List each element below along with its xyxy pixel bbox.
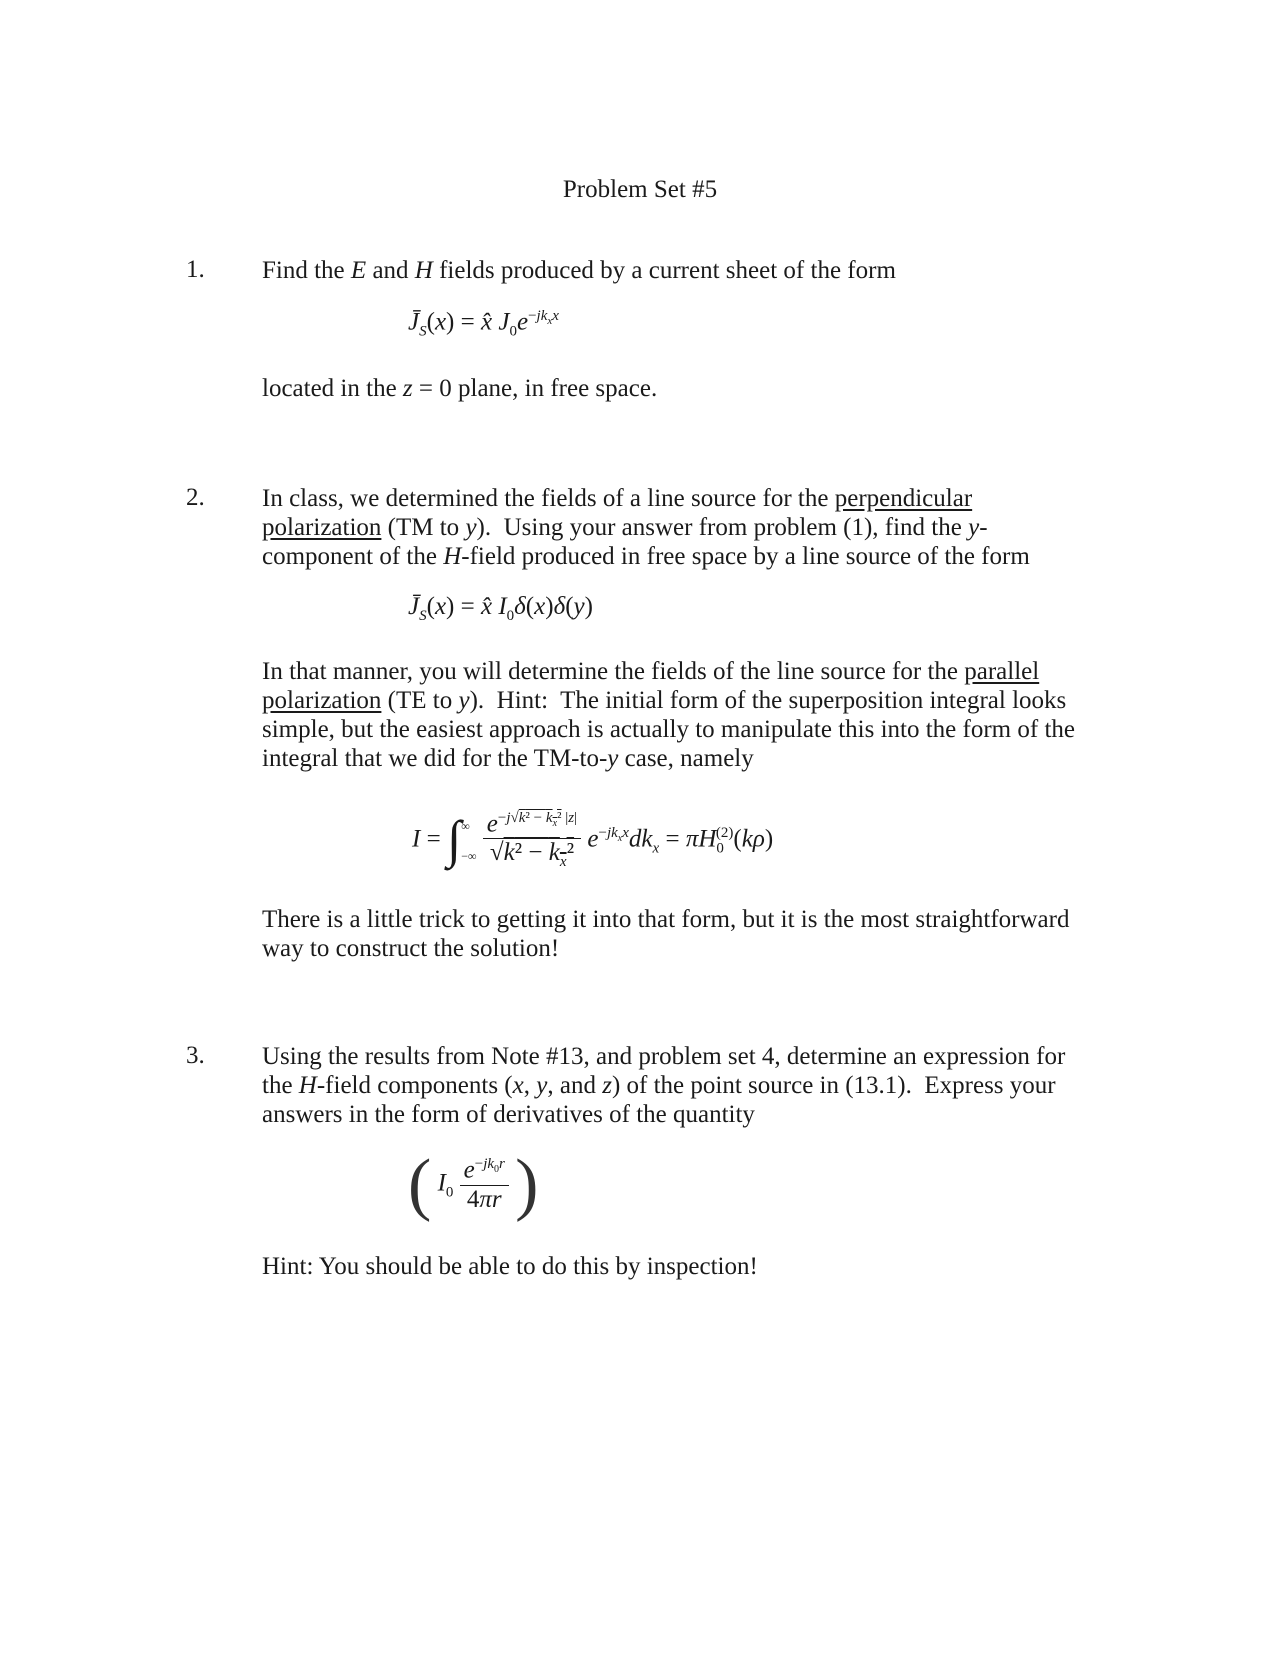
problem-1-number: 1. [186,256,205,283]
problem-3-para1 [262,1042,1082,1129]
problem-3-para1-line: Using the results from Note #13, and problem set 4, determine an expression for [262,1043,1066,1070]
page-title: Problem Set #5 [562,176,718,203]
problem-3-para1-line: the H-field components (x, y, and z) of the point source in (13.1). Express your [262,1072,1056,1099]
point-source-fraction: $\frac{e^{-jk_0r}}{4\pi r}$ [460,1156,509,1213]
problem-2-para3-line: way to construct the solution! [262,935,560,962]
problem-2-para2 [262,657,1082,773]
problem-3-equation: ( $I_0$ $\frac{e^{-jk_0r}}{4\pi r}$ ) [408,1146,539,1223]
problem-3-hint-line: Hint: You should be able to do this by inspection! [262,1253,758,1280]
problem-3-hint [262,1252,1082,1281]
problem-2-para2-line: integral that we did for the TM-to-y case, namely [262,745,754,772]
problem-2-para3 [262,905,1082,963]
problem-1-text [262,256,1082,285]
problem-1-line1: Find the E and H fields produced by a current sheet of the form [262,257,896,284]
problem-2-para1-line: In class, we determined the fields of a line source for the perpendicular [262,485,973,512]
problem-2-para2-line: polarization (TE to y). Hint: The initial form of the superposition integral looks [262,687,1067,714]
problem-1-line2: located in the z = 0 plane, in free space. [262,375,658,402]
problem-2-para2-line: In that manner, you will determine the fields of the line source for the parallel [262,658,1040,685]
problem-3-para1-line: answers in the form of derivatives of the quantity [262,1101,755,1128]
problem-1-equation: $J̄_S(x)$ = x̂ $J_0e^{-jk_xx}$ [408,308,559,340]
problem-2-para1-line: component of the H-field produced in free space by a line source of the form [262,543,1030,570]
problem-2-para1-line: polarization (TM to y). Using your answer from problem (1), find the y- [262,514,988,541]
problem-2-number: 2. [186,484,205,511]
problem-3-number: 3. [186,1042,205,1069]
problem-1-text2 [262,374,1082,403]
integral-fraction: $\frac{e^{-j√k^2 - k_x^2 |z|}}{√k^2 - k_x^2}$ [483,810,581,871]
problem-2-para3-line: There is a little trick to getting it into that form, but it is the most straightforward [262,906,1070,933]
problem-2-equation2: I = ∫ ∞ −∞ $\frac{e^{-j√k^2 - k_x^2 |z|}}{√k^2 - k_x^2}$ $e^{-jk_xx}dk_x = \pi H_0^{(2)}(k\rho)$ [412,810,774,871]
problem-2-para1 [262,484,1082,571]
problem-2-para2-line: simple, but the easiest approach is actually to manipulate this into the form of the [262,716,1075,743]
problem-2-equation1: $J̄_S(x)$ = x̂ $I_0\delta(x)\delta(y)$ [408,593,593,624]
